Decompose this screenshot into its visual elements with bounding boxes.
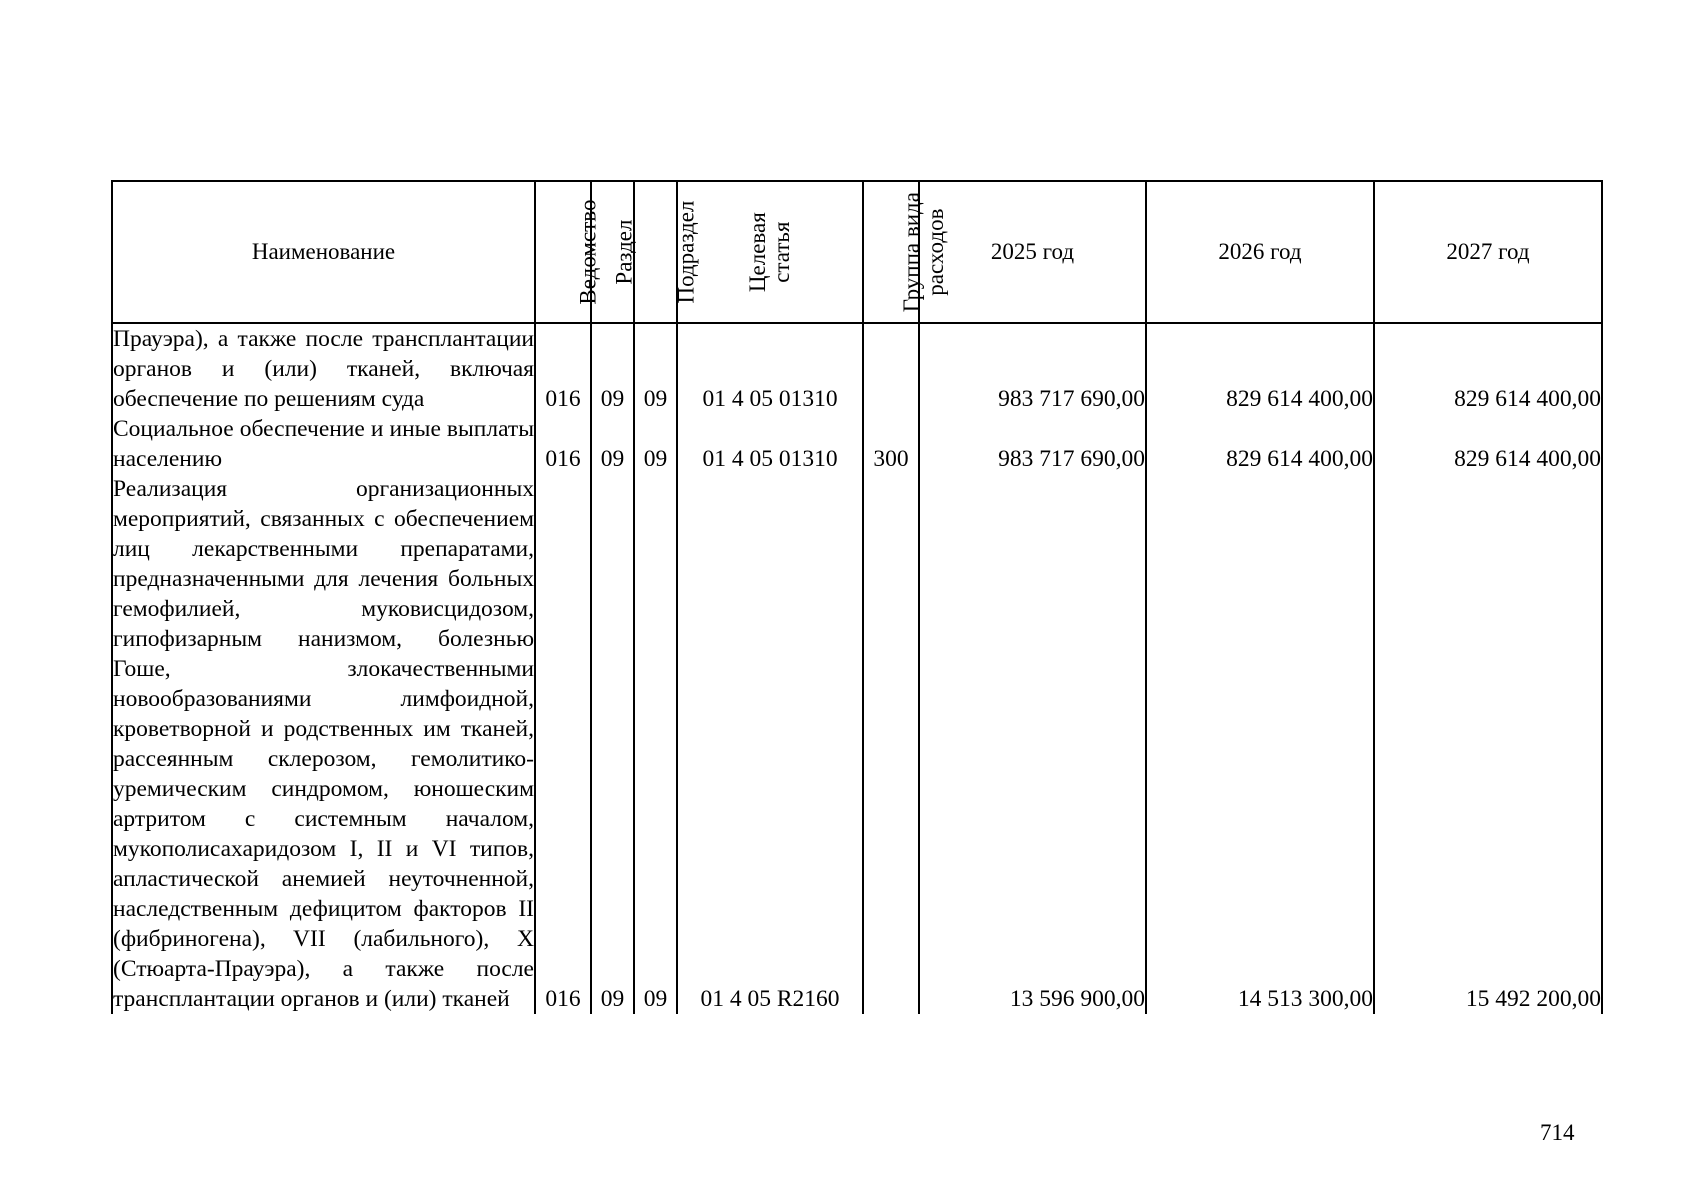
page-number: 714 [1540,1120,1575,1145]
header-podrazdel: Подраздел [634,181,677,323]
table-row [112,414,1602,474]
table-row [112,474,1602,1014]
row-podrazdel: 09 [634,414,677,474]
row-2025: 983 717 690,00 [919,414,1146,474]
row-name: Прауэра), а также после трансплантации органов и (или) тканей, включая обеспечение по решениям суда [112,323,535,414]
row-group: 300 [863,414,919,474]
row-2025: 13 596 900,00 [919,474,1146,1014]
row-target: 01 4 05 R2160 [677,474,863,1014]
row-group [863,474,919,1014]
row-target: 01 4 05 01310 [677,414,863,474]
header-razdel: Раздел [591,181,634,323]
budget-table-container [111,180,1601,1014]
row-name: Реализация организационных мероприятий, связанных с обеспечением лиц лекарственными препаратами, предназначенными для лечения больных гемофилией, муковисцидозом, гипофизарным нанизмом, болезнью Гоше, злокачественными новообразованиями лимфоидной, кроветворной и родственных им тканей, рассеянным склерозом, гемолитико-уремическим синдромом, юношеским артритом с системным началом, мукополисахаридозом I, II и VI типов, апластической анемией неуточненной, наследственным дефицитом факторов II (фибриногена), VII (лабильного), X (Стюарта-Прауэра), а также после трансплантации органов и (или) тканей [113,476,534,1012]
header-name: Наименование [112,181,535,323]
row-vedomstvo: 016 [535,323,591,414]
row-razdel: 09 [591,474,634,1014]
row-razdel: 09 [591,323,634,414]
row-2026: 829 614 400,00 [1146,323,1374,414]
header-2026: 2026 год [1146,181,1374,323]
row-2025: 983 717 690,00 [919,323,1146,414]
header-2025: 2025 год [919,181,1146,323]
row-2027: 829 614 400,00 [1374,323,1602,414]
table-row [112,323,1602,414]
header-vedomstvo: Ведомство [535,181,591,323]
header-target: Целевая статья [677,181,863,323]
row-2027: 829 614 400,00 [1374,414,1602,474]
row-name: Социальное обеспечение и иные выплаты населению [113,416,534,472]
row-podrazdel: 09 [634,474,677,1014]
row-razdel: 09 [591,414,634,474]
header-group: Группа вида расходов [863,181,919,323]
row-2027: 15 492 200,00 [1374,474,1602,1014]
header-2027: 2027 год [1374,181,1602,323]
row-target: 01 4 05 01310 [677,323,863,414]
budget-table [111,180,1603,1014]
row-2026: 14 513 300,00 [1146,474,1374,1014]
row-vedomstvo: 016 [535,414,591,474]
table-header-row [112,181,1602,323]
row-podrazdel: 09 [634,323,677,414]
row-2026: 829 614 400,00 [1146,414,1374,474]
row-group [863,323,919,414]
row-vedomstvo: 016 [535,474,591,1014]
